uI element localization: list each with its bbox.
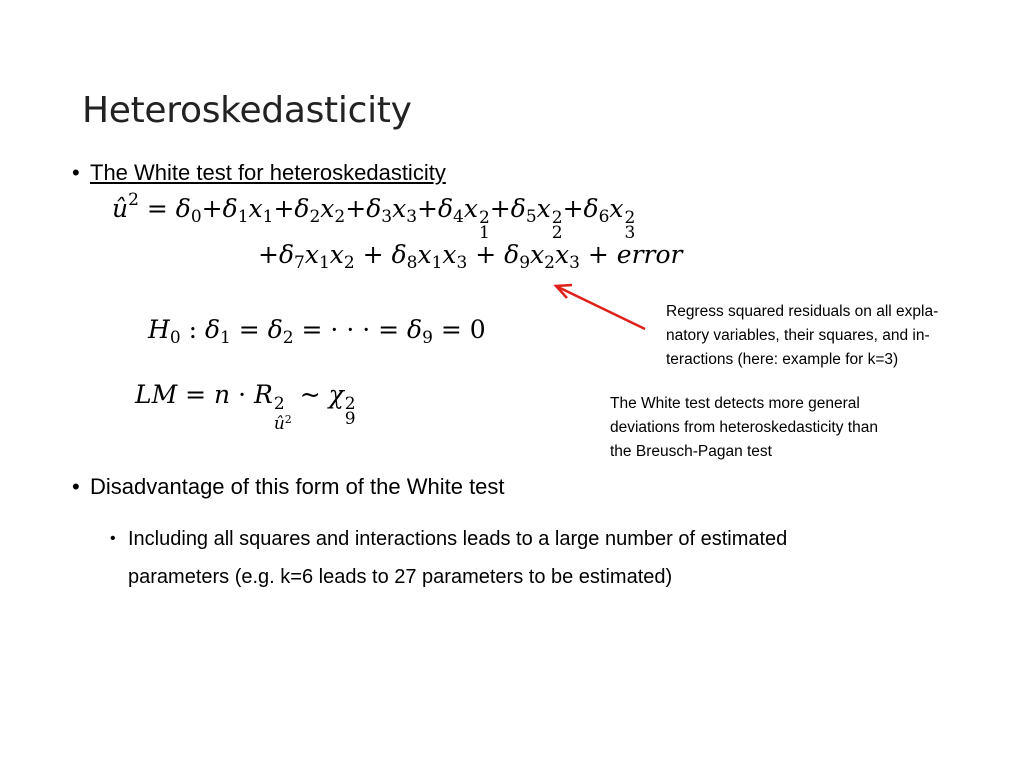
- red-arrow-icon: [540, 275, 660, 335]
- bullet-glyph: •: [110, 530, 116, 547]
- sub-bullet-parameters: [110, 520, 930, 596]
- bullet-glyph: •: [72, 160, 80, 185]
- equation-3-visual: $H_0$ : $\delta_1 = \delta_2$ = · · · = $\delta_9 = 0$: [148, 315, 486, 348]
- bullet-white-test-text: The White test for heteroskedasticity: [90, 160, 446, 185]
- bullet-glyph: •: [72, 474, 80, 499]
- equation-4-visual: LM = n · R 2 $û^2$ ~ χ 2 9: [135, 380, 356, 434]
- equation-null-hypothesis: [148, 315, 486, 348]
- sub-bullet-line2: parameters (e.g. k=6 leads to 27 parameters to be estimated): [128, 566, 673, 588]
- equation-2-visual: $+\delta_7x_1x_2 + \delta_8x_1x_3 + \delta_9x_2x_3$ + error: [258, 240, 683, 273]
- annotation-regress-residuals: Regress squared residuals on all expla- natory variables, their squares, and in- teractions (here: example for k=3): [666, 303, 939, 368]
- bullet-white-test: [72, 160, 446, 186]
- equation-auxiliary-regression-line2: [258, 240, 682, 273]
- bullet-disadvantage-text: Disadvantage of this form of the White test: [90, 474, 505, 499]
- bullet-disadvantage: [72, 474, 505, 500]
- equation-1-visual: $û^2 = \delta_0+\delta_1x_1+\delta_2x_2+\delta_3x_3+\delta_4x$ 2 1 $+\delta_5x$ 2 2 $+\delta_6x$ 2 3: [112, 190, 636, 243]
- equation-lm-statistic: [135, 380, 356, 432]
- slide-title: Heteroskedasticity: [82, 90, 412, 131]
- sub-bullet-line1: Including all squares and interactions leads to a large number of estimated: [128, 528, 788, 550]
- equation-auxiliary-regression-line1: [112, 190, 635, 241]
- annotation-white-vs-breusch-pagan: The White test detects more general deviations from heteroskedasticity than the Breusch-Pagan test: [610, 395, 878, 460]
